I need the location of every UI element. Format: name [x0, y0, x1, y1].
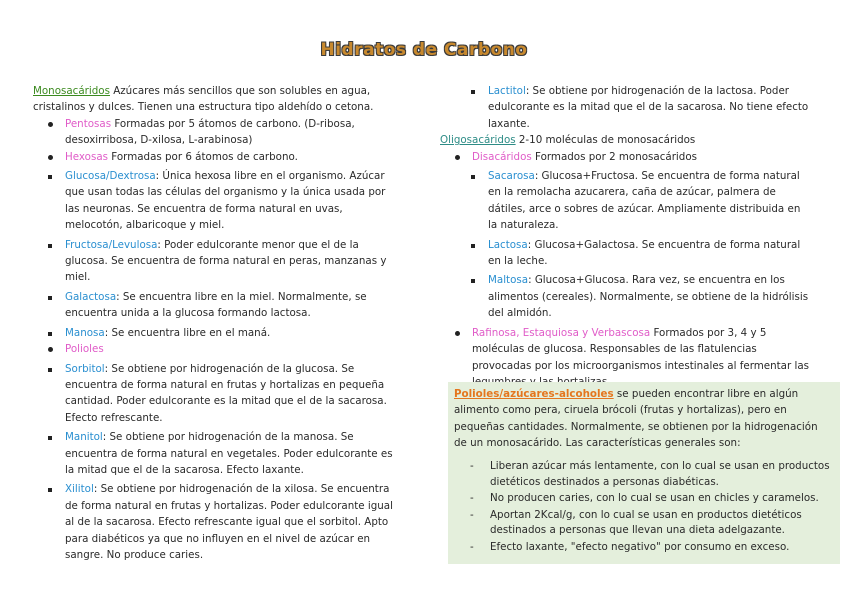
bullet-icon	[455, 155, 460, 160]
square-bullet-icon	[48, 244, 52, 248]
galactosa-text: : Se encuentra libre en la miel. Normalmente, se encuentra unida a la glucosa formando lactosa.	[65, 290, 367, 320]
square-bullet-icon	[48, 332, 52, 336]
pentosas-term: Pentosas	[65, 117, 112, 130]
right-column	[440, 83, 812, 390]
square-bullet-icon	[471, 279, 475, 283]
lactosa-term: Lactosa	[488, 238, 528, 251]
xilitol-term: Xilitol	[65, 483, 94, 496]
list-item-glucosa	[17, 168, 397, 234]
polioles-info-box	[448, 382, 840, 564]
fructosa-term: Fructosa/Levulosa	[65, 238, 158, 251]
bullet-icon	[48, 155, 53, 160]
square-bullet-icon	[48, 436, 52, 440]
bullet-icon	[48, 122, 53, 127]
manitol-term: Manitol	[65, 431, 103, 444]
sorbitol-term: Sorbitol	[65, 362, 105, 375]
characteristics-list	[470, 459, 832, 556]
manosa-term: Manosa	[65, 326, 105, 339]
maltosa-term: Maltosa	[488, 274, 529, 287]
polioles-box-text: se pueden encontrar libre en algún alimento como pera, ciruela brócoli (frutas y hortalizas), pero en pequeñas cantidades. Normalmente, se obtienen por la hidrogenación de un monosacárido. Las características generales son:	[454, 388, 818, 449]
list-item-polioles	[33, 341, 397, 357]
fructosa-text: : Poder edulcorante menor que el de la glucosa. Se encuentra de forma natural en peras, manzanas y miel.	[65, 238, 387, 284]
lactosa-text: : Glucosa+Galactosa. Se encuentra de forma natural en la leche.	[488, 238, 801, 268]
list-item-manosa	[17, 325, 397, 341]
maltosa-text: : Glucosa+Glucosa. Rara vez, se encuentra en los alimentos (cereales). Normalmente, se obtiene de la hidrólisis del almidón.	[488, 274, 809, 320]
list-item-lactitol	[440, 83, 812, 132]
list-item: - Liberan azúcar más lentamente, con lo cual se usan en productos dietéticos destinados a personas diabéticas.	[470, 460, 830, 488]
polioles-term: Polioles	[65, 343, 104, 356]
dash-bullet-icon: -	[470, 492, 474, 505]
square-bullet-icon	[471, 175, 475, 179]
manosa-text: : Se encuentra libre en el maná.	[104, 326, 271, 339]
xilitol-text: : Se obtiene por hidrogenación de la xilosa. Se encuentra de forma natural en frutas y hortalizas. Poder edulcorante igual al de la sacarosa. Efecto refrescante igual que el sorbitol. Apto para diabéticos ya que no influyen en el nivel de azúcar en sangre. No produce caries.	[65, 483, 393, 561]
bullet-icon	[455, 331, 460, 336]
list-item-lactosa	[440, 237, 812, 270]
manitol-text: : Se obtiene por hidrogenación de la manosa. Se encuentra de forma natural en vegetales. Poder edulcorante es la mitad que el de la sacarosa. Efecto laxante.	[65, 431, 393, 476]
list-item-sorbitol	[17, 361, 397, 427]
monosacaridos-term: Monosacáridos	[33, 85, 110, 97]
lactitol-text: : Se obtiene por hidrogenación de la lactosa. Poder edulcorante es la mitad que el de la sacarosa. No tiene efecto laxante.	[488, 85, 809, 130]
list-item-galactosa	[17, 289, 397, 322]
galactosa-term: Galactosa	[65, 290, 117, 303]
rafinosa-text: Formados por 3, 4 y 5 moléculas de glucosa. Responsables de las flatulencias provocadas por los microorganismos intestinales al fermentar las	[472, 326, 810, 372]
glucosa-term: Glucosa/Dextrosa	[65, 170, 156, 183]
oligosacaridos-term: Oligosacáridos	[440, 134, 516, 147]
square-bullet-icon	[471, 244, 475, 248]
dash-bullet-icon: -	[470, 460, 474, 472]
list-item-hexosas	[33, 149, 397, 165]
square-bullet-icon	[48, 296, 52, 300]
rafinosa-term: Rafinosa, Estaquiosa y Verbascosa	[472, 326, 651, 339]
list-item-fructosa	[17, 237, 397, 286]
sorbitol-text: : Se obtiene por hidrogenación de la glucosa. Se encuentra de forma natural en frutas y hortalizas en pequeña cantidad. Poder edulcorante es la mitad que el de la sacarosa. Efecto refrescante.	[65, 362, 387, 424]
hexosas-term: Hexosas	[65, 150, 109, 163]
list-item-sacarosa	[440, 168, 812, 234]
list-item-manitol	[17, 429, 397, 478]
disacaridos-text: Formados por 2 monosacáridos	[531, 150, 697, 163]
page-title: Hidratos de Carbono	[320, 40, 528, 60]
square-bullet-icon	[48, 488, 52, 492]
square-bullet-icon	[48, 368, 52, 372]
list-item: - No producen caries, con lo cual se usan en chicles y caramelos.	[470, 491, 832, 507]
list-item: - Efecto laxante, "efecto negativo" por consumo en exceso.	[470, 540, 832, 556]
square-bullet-icon	[48, 175, 52, 179]
polioles-box-intro	[454, 386, 832, 451]
monosacaridos-paragraph	[33, 83, 397, 116]
square-bullet-icon	[471, 90, 475, 94]
list-item-pentosas	[33, 116, 397, 149]
lactitol-term: Lactitol	[488, 85, 526, 97]
list-item: - Aportan 2Kcal/g, con lo cual se usan en productos dietéticos destinados a personas que llevan una dieta adelgazante.	[470, 508, 802, 537]
sacarosa-text: : Glucosa+Fructosa. Se encuentra de forma natural en la remolacha azucarera, caña de azúcar, palmera de dátiles, arce o sobres de azúcar. Ampliamente distribuida en la naturaleza.	[488, 170, 801, 232]
dash-bullet-icon: -	[470, 508, 474, 521]
list-item-rafinosa	[440, 325, 812, 391]
sacarosa-term: Sacarosa	[488, 170, 535, 183]
list-item-maltosa	[440, 272, 812, 321]
bullet-icon	[48, 347, 53, 352]
oligosacaridos-paragraph	[440, 132, 812, 148]
pentosas-text: Formadas por 5 átomos de carbono. (D-ribosa, desoxirribosa, D-xilosa, L-arabinosa)	[65, 117, 355, 147]
hexosas-text: Formadas por 6 átomos de carbono.	[108, 150, 298, 163]
left-column	[33, 83, 397, 563]
monosacaridos-text: Azúcares más sencillos que son solubles en agua, cristalinos y dulces. Tienen una estructura tipo aldehído o cetona.	[33, 85, 374, 114]
glucosa-text: : Única hexosa libre en el organismo. Azúcar que usan todas las células del organismo y la única usada por las neuronas. Se encuentra de forma natural en uvas, melocotón, albaricoque y miel.	[65, 170, 386, 232]
dash-bullet-icon: -	[470, 540, 474, 553]
polioles-box-term: Polioles/azúcares-alcoholes	[454, 388, 614, 400]
list-item-xilitol	[17, 481, 397, 563]
oligosacaridos-text: 2-10 moléculas de monosacáridos	[515, 134, 696, 147]
disacaridos-term: Disacáridos	[472, 150, 532, 163]
list-item-disacaridos	[440, 149, 812, 165]
